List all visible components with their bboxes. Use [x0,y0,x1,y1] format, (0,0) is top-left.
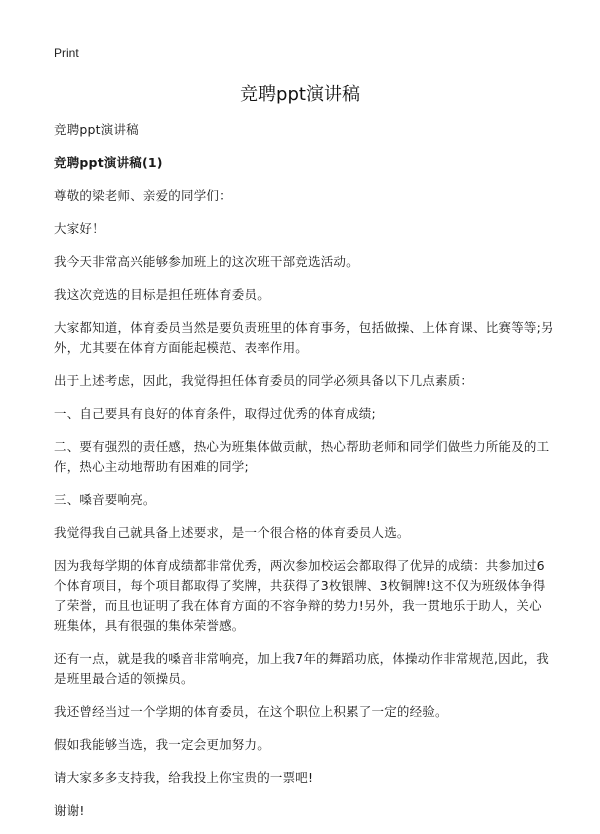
paragraph-goal: 我这次竞选的目标是担任班体育委员。 [54,287,270,302]
page-title: 竞聘ppt演讲稿 [240,84,360,105]
paragraph-greeting: 尊敬的梁老师、亲爱的同学们： [54,188,232,203]
paragraph-intro: 我今天非常高兴能够参加班上的这次班干部竞选活动。 [54,254,359,269]
paragraph-hello: 大家好！ [54,221,105,236]
paragraph-quality-2: 二、要有强烈的责任感，热心为班集体做贡献，热心帮助老师和同学们做些力所能及的工作，热心主动地帮助有困难的同学; [54,439,550,474]
paragraph-quality-3: 三、嗓音要响亮。 [54,492,156,507]
section-heading: 竞聘ppt演讲稿(1) [54,155,163,170]
paragraph-promise: 假如我能够当选，我一定会更加努力。 [54,737,270,752]
document-body [54,120,554,834]
paragraph-duties: 大家都知道，体育委员当然是要负责班里的体育事务，包括做操、上体育课、比赛等等;另外，尤其要在体育方面能起模范、表率作用。 [54,320,554,355]
paragraph-vote-request: 请大家多多支持我，给我投上你宝贵的一票吧! [54,770,314,785]
paragraph-voice: 还有一点，就是我的嗓音非常响亮，加上我7年的舞蹈功底，体操动作非常规范,因此，我是班里最合适的领操员。 [54,651,549,686]
document-subtitle: 竞聘ppt演讲稿 [54,122,139,137]
paragraph-quality-1: 一、自己要具有良好的体育条件，取得过优秀的体育成绩; [54,406,376,421]
paragraph-achievements: 因为我每学期的体育成绩都非常优秀，两次参加校运会都取得了优异的成绩：共参加过6个体育项目，每个项目都取得了奖牌，共获得了3枚银牌、3枚铜牌!这不仅为班级体争得了荣誉，而且也证明了我在体育方面的不容争辩的势力!另外，我一贯地乐于助人，关心班集体，具有很强的集体荣誉感。 [54,558,546,633]
print-link[interactable]: Print [54,46,79,60]
paragraph-qualities-intro: 出于上述考虑，因此，我觉得担任体育委员的同学必须具备以下几点素质： [54,373,474,388]
paragraph-experience: 我还曾经当过一个学期的体育委员，在这个职位上积累了一定的经验。 [54,704,448,719]
paragraph-self-assessment: 我觉得我自己就具备上述要求，是一个很合格的体育委员人选。 [54,525,410,540]
paragraph-thanks: 谢谢! [54,803,85,818]
